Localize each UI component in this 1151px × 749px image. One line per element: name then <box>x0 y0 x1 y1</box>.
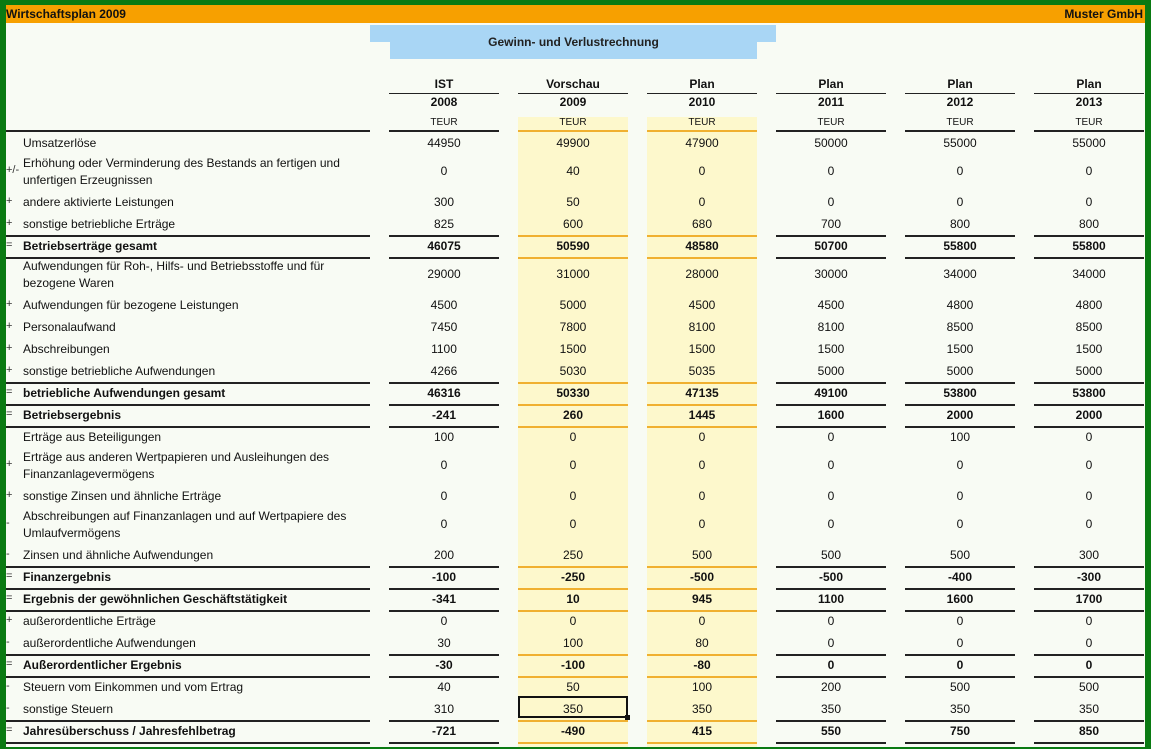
value-cell[interactable]: 1500 <box>688 342 716 356</box>
value-cell[interactable]: 55000 <box>1072 136 1106 150</box>
header-divider <box>905 93 1015 94</box>
value-cell[interactable]: 8500 <box>946 320 974 334</box>
value-cell[interactable]: -341 <box>431 592 457 606</box>
value-cell[interactable]: 1600 <box>946 592 974 606</box>
row-label: Personalaufwand <box>23 320 116 334</box>
value-cell[interactable]: -400 <box>947 570 973 584</box>
value-cell[interactable]: 0 <box>1085 195 1093 209</box>
value-cell[interactable]: 49900 <box>556 136 590 150</box>
row-separator <box>389 742 499 744</box>
value-cell[interactable]: 44950 <box>427 136 461 150</box>
column-label: Plan <box>818 77 844 91</box>
value-cell[interactable]: 200 <box>820 680 842 694</box>
row-label: Betriebsergebnis <box>23 408 122 422</box>
column-year: 2012 <box>946 95 974 109</box>
value-cell[interactable]: 10 <box>566 592 580 606</box>
value-cell[interactable]: 0 <box>827 430 835 444</box>
value-cell[interactable]: 46316 <box>427 386 461 400</box>
value-cell[interactable]: 34000 <box>1072 267 1106 281</box>
table-row <box>6 507 1145 544</box>
value-cell[interactable]: 0 <box>1085 614 1093 628</box>
value-cell[interactable]: 0 <box>698 458 706 472</box>
row-operator: + <box>6 489 13 501</box>
value-cell[interactable]: -30 <box>435 658 453 672</box>
row-operator: + <box>6 458 13 470</box>
header-divider <box>518 93 628 94</box>
row-operator: + <box>6 195 13 207</box>
value-cell[interactable]: 1100 <box>431 342 457 356</box>
value-cell[interactable]: 0 <box>956 636 964 650</box>
row-label: sonstige betriebliche Erträge <box>23 217 176 231</box>
value-cell[interactable]: 53800 <box>1072 386 1106 400</box>
table-row <box>6 720 1145 742</box>
header-divider <box>389 93 499 94</box>
value-cell[interactable]: 0 <box>440 458 448 472</box>
column-year: 2010 <box>688 95 716 109</box>
row-operator: + <box>6 614 13 626</box>
value-cell[interactable]: 0 <box>1085 458 1093 472</box>
selected-cell[interactable] <box>518 696 628 718</box>
table-row <box>6 316 1145 338</box>
table-row <box>6 426 1145 448</box>
value-cell[interactable]: 0 <box>440 517 448 531</box>
value-cell[interactable]: 0 <box>569 458 577 472</box>
column-label: Vorschau <box>546 77 600 91</box>
row-operator: - <box>6 517 10 529</box>
value-cell[interactable]: 0 <box>827 164 835 178</box>
column-unit: TEUR <box>688 117 716 128</box>
value-cell[interactable]: 0 <box>1085 517 1093 531</box>
value-cell[interactable]: 1600 <box>817 408 845 422</box>
value-cell[interactable]: 0 <box>956 164 964 178</box>
row-operator: + <box>6 364 13 376</box>
value-cell[interactable]: 0 <box>827 489 835 503</box>
column-year: 2008 <box>430 95 458 109</box>
value-cell[interactable]: 0 <box>1085 430 1093 444</box>
row-operator: + <box>6 298 13 310</box>
column-label: Plan <box>1076 77 1102 91</box>
value-cell[interactable]: 1500 <box>559 342 587 356</box>
value-cell[interactable]: 100 <box>949 430 971 444</box>
section-title-box <box>370 25 776 59</box>
value-cell[interactable]: 47900 <box>685 136 719 150</box>
value-cell[interactable]: 40 <box>566 164 580 178</box>
value-cell[interactable]: 50 <box>566 195 580 209</box>
value-cell[interactable]: 34000 <box>943 267 977 281</box>
value-cell[interactable]: 55000 <box>943 136 977 150</box>
value-cell[interactable]: -250 <box>560 570 586 584</box>
row-operator: + <box>6 342 13 354</box>
row-label: Aufwendungen für Roh-, Hilfs- und Betriebsstoffe und für bezogene Waren <box>23 259 325 290</box>
value-cell[interactable]: 4800 <box>946 298 974 312</box>
row-operator: = <box>6 386 13 398</box>
row-separator <box>6 742 370 744</box>
table-row <box>6 610 1145 632</box>
row-label: Außerordentlicher Ergebnis <box>23 658 182 672</box>
value-cell[interactable]: 7450 <box>430 320 458 334</box>
value-cell[interactable]: 0 <box>698 614 706 628</box>
value-cell[interactable]: 300 <box>433 195 455 209</box>
value-cell[interactable]: 0 <box>698 164 706 178</box>
value-cell[interactable]: 30000 <box>814 267 848 281</box>
row-label: Aufwendungen für bezogene Leistungen <box>23 298 239 312</box>
table-row <box>6 360 1145 382</box>
row-label: Jahresüberschuss / Jahresfehlbetrag <box>23 724 236 738</box>
value-cell[interactable]: 750 <box>949 724 971 738</box>
value-cell[interactable]: -490 <box>560 724 586 738</box>
table-row <box>6 191 1145 213</box>
row-operator: - <box>6 680 10 692</box>
row-label: andere aktivierte Leistungen <box>23 195 174 209</box>
table-row <box>6 654 1145 676</box>
value-cell[interactable]: 0 <box>698 517 706 531</box>
value-cell[interactable]: 0 <box>827 458 835 472</box>
value-cell[interactable]: -100 <box>431 570 457 584</box>
value-cell[interactable]: 1500 <box>946 342 974 356</box>
fill-handle[interactable] <box>625 715 630 720</box>
table-row <box>6 235 1145 257</box>
table-row <box>6 132 1145 154</box>
row-operator: + <box>6 217 13 229</box>
value-cell[interactable]: 40 <box>437 680 451 694</box>
value-cell[interactable]: 0 <box>956 458 964 472</box>
value-cell[interactable]: 415 <box>691 724 713 738</box>
value-cell[interactable]: 825 <box>433 217 455 231</box>
value-cell[interactable]: 46075 <box>427 239 461 253</box>
row-label: sonstige Steuern <box>23 702 114 716</box>
row-separator <box>776 742 886 744</box>
value-cell[interactable]: 5030 <box>559 364 587 378</box>
value-cell[interactable]: 5000 <box>559 298 587 312</box>
row-label: Finanzergebnis <box>23 570 112 584</box>
column-year: 2009 <box>559 95 587 109</box>
value-cell[interactable]: 310 <box>433 702 455 716</box>
row-label: sonstige Zinsen und ähnliche Erträge <box>23 489 222 503</box>
value-cell[interactable]: 800 <box>1078 217 1100 231</box>
row-label: Betriebserträge gesamt <box>23 239 158 253</box>
value-cell[interactable]: 100 <box>433 430 455 444</box>
value-cell[interactable]: 0 <box>827 636 835 650</box>
row-operator: = <box>6 570 13 582</box>
column-label: Plan <box>689 77 715 91</box>
value-cell[interactable]: 50700 <box>814 239 848 253</box>
row-operator: - <box>6 702 10 714</box>
row-operator: = <box>6 239 13 251</box>
value-cell[interactable]: 5000 <box>946 364 974 378</box>
value-cell[interactable]: 300 <box>1078 548 1100 562</box>
value-cell[interactable]: 50 <box>566 680 580 694</box>
value-cell[interactable]: 30 <box>437 636 451 650</box>
value-cell[interactable]: 50330 <box>556 386 590 400</box>
row-label: außerordentliche Erträge <box>23 614 156 628</box>
value-cell[interactable]: 0 <box>827 517 835 531</box>
value-cell[interactable]: -500 <box>818 570 844 584</box>
row-operator: = <box>6 724 13 736</box>
value-cell[interactable]: 350 <box>562 702 584 716</box>
value-cell[interactable]: 700 <box>820 217 842 231</box>
value-cell[interactable]: 4500 <box>430 298 458 312</box>
table-row <box>6 294 1145 316</box>
value-cell[interactable]: 0 <box>1085 636 1093 650</box>
value-cell[interactable]: 49100 <box>814 386 848 400</box>
row-label: Abschreibungen auf Finanzanlagen und auf Wertpapiere des Umlaufvermögens <box>23 509 347 540</box>
value-cell[interactable]: 0 <box>569 430 577 444</box>
value-cell[interactable]: 0 <box>1085 489 1093 503</box>
table-row <box>6 566 1145 588</box>
row-label: Abschreibungen <box>23 342 110 356</box>
value-cell[interactable]: 500 <box>949 680 971 694</box>
row-label: Umsatzerlöse <box>23 136 97 150</box>
column-year: 2011 <box>817 95 845 109</box>
table-row <box>6 544 1145 566</box>
value-cell[interactable]: 55800 <box>1072 239 1106 253</box>
row-operator: = <box>6 592 13 604</box>
value-cell[interactable]: 500 <box>820 548 842 562</box>
value-cell[interactable]: 5000 <box>1075 364 1103 378</box>
row-separator <box>647 742 757 744</box>
value-cell[interactable]: 0 <box>569 517 577 531</box>
row-separator <box>518 742 628 744</box>
value-cell[interactable]: -80 <box>693 658 711 672</box>
column-unit: TEUR <box>946 117 974 128</box>
table-row <box>6 213 1145 235</box>
column-label: IST <box>434 77 454 91</box>
value-cell[interactable]: 48580 <box>685 239 719 253</box>
value-cell[interactable]: -721 <box>431 724 457 738</box>
row-operator: = <box>6 408 13 420</box>
spreadsheet <box>6 5 1145 747</box>
value-cell[interactable]: 350 <box>820 702 842 716</box>
value-cell[interactable]: 0 <box>1085 164 1093 178</box>
value-cell[interactable]: -100 <box>560 658 586 672</box>
value-cell[interactable]: 1445 <box>688 408 716 422</box>
value-cell[interactable]: 28000 <box>685 267 719 281</box>
table-row <box>6 382 1145 404</box>
value-cell[interactable]: 47135 <box>685 386 719 400</box>
sheet-title: Wirtschaftsplan 2009 <box>6 7 126 21</box>
value-cell[interactable]: 500 <box>691 548 713 562</box>
value-cell[interactable]: 550 <box>820 724 842 738</box>
value-cell[interactable]: 0 <box>827 658 835 672</box>
value-cell[interactable]: 53800 <box>943 386 977 400</box>
value-cell[interactable]: 80 <box>695 636 709 650</box>
value-cell[interactable]: 100 <box>562 636 584 650</box>
value-cell[interactable]: 350 <box>691 702 713 716</box>
row-separator <box>905 742 1015 744</box>
value-cell[interactable]: 0 <box>440 164 448 178</box>
value-cell[interactable]: 350 <box>949 702 971 716</box>
value-cell[interactable]: 4266 <box>430 364 458 378</box>
value-cell[interactable]: 4500 <box>688 298 716 312</box>
value-cell[interactable]: 0 <box>698 430 706 444</box>
value-cell[interactable]: -300 <box>1076 570 1102 584</box>
row-label: sonstige betriebliche Aufwendungen <box>23 364 216 378</box>
table-row <box>6 588 1145 610</box>
row-separator <box>1034 742 1144 744</box>
value-cell[interactable]: 8500 <box>1075 320 1103 334</box>
value-cell[interactable]: 0 <box>440 614 448 628</box>
row-label: Erträge aus anderen Wertpapieren und Ausleihungen des Finanzanlagevermögens <box>23 450 329 481</box>
row-label: Erträge aus Beteiligungen <box>23 430 162 444</box>
value-cell[interactable]: 800 <box>949 217 971 231</box>
value-cell[interactable]: 0 <box>569 489 577 503</box>
column-unit: TEUR <box>559 117 587 128</box>
value-cell[interactable]: -241 <box>431 408 457 422</box>
table-row <box>6 632 1145 654</box>
row-operator: +/- <box>6 164 20 176</box>
value-cell[interactable]: 5000 <box>817 364 845 378</box>
value-cell[interactable]: 0 <box>827 195 835 209</box>
value-cell[interactable]: 0 <box>827 614 835 628</box>
value-cell[interactable]: 1500 <box>817 342 845 356</box>
value-cell[interactable]: 8100 <box>688 320 716 334</box>
value-cell[interactable]: 0 <box>698 195 706 209</box>
value-cell[interactable]: 0 <box>698 489 706 503</box>
value-cell[interactable]: 2000 <box>1075 408 1103 422</box>
table-row <box>6 448 1145 485</box>
row-label: Zinsen und ähnliche Aufwendungen <box>23 548 214 562</box>
value-cell[interactable]: 600 <box>562 217 584 231</box>
row-label: Erhöhung oder Verminderung des Bestands an fertigen und unfertigen Erzeugnissen <box>23 156 340 187</box>
value-cell[interactable]: 945 <box>691 592 713 606</box>
value-cell[interactable]: 4500 <box>817 298 845 312</box>
value-cell[interactable]: 250 <box>562 548 584 562</box>
value-cell[interactable]: 0 <box>956 489 964 503</box>
value-cell[interactable]: 350 <box>1078 702 1100 716</box>
value-cell[interactable]: 500 <box>949 548 971 562</box>
value-cell[interactable]: 7800 <box>559 320 587 334</box>
value-cell[interactable]: 2000 <box>946 408 974 422</box>
column-unit: TEUR <box>1075 117 1103 128</box>
header-divider <box>1034 93 1144 94</box>
company-name: Muster GmbH <box>1064 7 1143 21</box>
value-cell[interactable]: -500 <box>689 570 715 584</box>
title-bar <box>6 5 1145 23</box>
row-label: Ergebnis der gewöhnlichen Geschäftstätigkeit <box>23 592 288 606</box>
value-cell[interactable]: 0 <box>956 195 964 209</box>
value-cell[interactable]: 500 <box>1078 680 1100 694</box>
table-row <box>6 485 1145 507</box>
value-cell[interactable]: 50000 <box>814 136 848 150</box>
row-label: außerordentliche Aufwendungen <box>23 636 196 650</box>
value-cell[interactable]: 8100 <box>817 320 845 334</box>
column-label: Plan <box>947 77 973 91</box>
column-unit: TEUR <box>430 117 458 128</box>
table-row <box>6 338 1145 360</box>
value-cell[interactable]: 1500 <box>1075 342 1103 356</box>
value-cell[interactable]: 0 <box>956 517 964 531</box>
row-operator: - <box>6 636 10 648</box>
table-row <box>6 404 1145 426</box>
value-cell[interactable]: 0 <box>956 614 964 628</box>
table-row <box>6 257 1145 294</box>
value-cell[interactable]: 0 <box>956 658 964 672</box>
value-cell[interactable]: 680 <box>691 217 713 231</box>
value-cell[interactable]: 31000 <box>556 267 590 281</box>
row-label: Steuern vom Einkommen und vom Ertrag <box>23 680 244 694</box>
value-cell[interactable]: 29000 <box>427 267 461 281</box>
row-operator: - <box>6 548 10 560</box>
row-label: betriebliche Aufwendungen gesamt <box>23 386 226 400</box>
section-title: Gewinn- und Verlustrechnung <box>390 25 757 59</box>
value-cell[interactable]: 55800 <box>943 239 977 253</box>
value-cell[interactable]: 200 <box>433 548 455 562</box>
table-row <box>6 676 1145 698</box>
column-unit: TEUR <box>817 117 845 128</box>
value-cell[interactable]: 850 <box>1078 724 1100 738</box>
table-row <box>6 154 1145 191</box>
value-cell[interactable]: 1700 <box>1075 592 1103 606</box>
row-operator: = <box>6 658 13 670</box>
header-divider <box>647 93 757 94</box>
header-divider <box>776 93 886 94</box>
value-cell[interactable]: 0 <box>440 489 448 503</box>
value-cell[interactable]: 50590 <box>556 239 590 253</box>
value-cell[interactable]: 0 <box>569 614 577 628</box>
row-operator: + <box>6 320 13 332</box>
value-cell[interactable]: 0 <box>1085 658 1093 672</box>
value-cell[interactable]: 4800 <box>1075 298 1103 312</box>
value-cell[interactable]: 5035 <box>688 364 716 378</box>
column-year: 2013 <box>1075 95 1103 109</box>
value-cell[interactable]: 100 <box>691 680 713 694</box>
value-cell[interactable]: 260 <box>562 408 584 422</box>
value-cell[interactable]: 1100 <box>817 592 845 606</box>
